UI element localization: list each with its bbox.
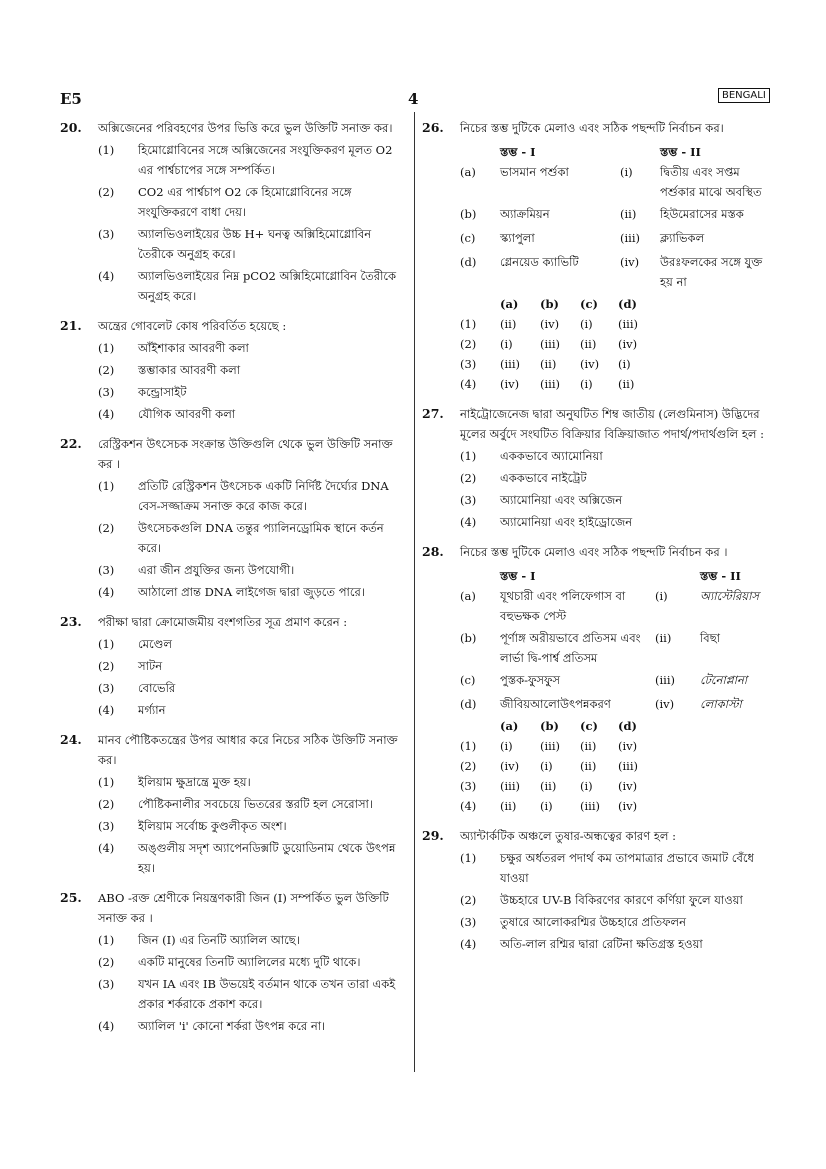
exam-code: E5 — [60, 90, 82, 108]
option: (3) এরা জীন প্রযুক্তির জন্য উপযোগী। — [98, 563, 295, 577]
option: (3) তুষারে আলোকরশ্মির উচ্চহারে প্রতিফলন — [460, 915, 686, 929]
option: (1) আঁইশাকার আবরণী কলা — [98, 341, 249, 355]
question-27: 27. নাইট্রোজেনেজ দ্বারা অনুঘটিত শিম্ব জাতীয় (লেগুমিনাস) উদ্ভিদের মূলের অর্বুদে সংঘটিত বিক্রিয়ার বিক্রিয়াজাত পদার্থ/পদার্থগুলি হল : (1) এককভাবে অ্যামোনিয়া (2) এককভাবে নাইট্রেট (3) অ্যামোনিয়া এবং অক্সিজেন (4) অ্যামোনিয়া এবং হাইড্রোজেন — [422, 404, 772, 532]
option: (3) কন্ড্রোসাইট — [98, 385, 187, 399]
right-column — [422, 118, 772, 954]
option: (2) পৌষ্টিকনালীর সবচেয়ে ভিতরের স্তরটি হল সেরোসা। — [98, 797, 373, 811]
answer-header: (a) (b) (c) (d) — [500, 719, 637, 733]
option: (4) অ্যালভিওলাইয়ের নিম্ন pCO2 অক্সিহিমোগ্লোবিন তৈরীকে অনুগ্রহ করে। — [98, 269, 397, 303]
match-header: স্তম্ভ - I স্তম্ভ - II — [500, 145, 701, 159]
question-text: অক্সিজেনের পরিবহণের উপর ভিত্তি করে ভুল উক্তিটি সনাক্ত কর। — [98, 121, 393, 135]
option: (2) স্তম্ভাকার আবরণী কলা — [98, 363, 241, 377]
page-number: 4 — [408, 90, 419, 108]
question-24: 24. মানব পৌষ্টিকতন্ত্রের উপর আধার করে নিচের সঠিক উক্তিটি সনাক্ত কর। (1) ইলিয়াম ক্ষুদ্রান্ত্রে মুক্ত হয়। (2) পৌষ্টিকনালীর সবচেয়ে ভিতরের স্তরটি হল সেরোসা। (3) ইলিয়াম সর্বোচ্চ কুণ্ডলীকৃত অংশ। (4) অঙ্গুলীয় সদৃশ অ্যাপেনডিক্সটি ডুয়োডিনাম থেকে উৎপন্ন হয়। — [60, 730, 405, 878]
answer-row: (2) (i) (iii) (ii) (iv) — [460, 337, 638, 351]
question-21: 21. অন্ত্রের গোবলেট কোষ পরিবর্তিত হয়েছে : (1) আঁইশাকার আবরণী কলা (2) স্তম্ভাকার আবরণী কলা (3) কন্ড্রোসাইট (4) যৌগিক আবরণী কলা — [60, 316, 405, 424]
question-22: 22. রেস্ট্রিকশন উৎসেচক সংক্রান্ত উক্তিগুলি থেকে ভুল উক্তিটি সনাক্ত কর । (1) প্রতিটি রেস্ট্রিকশন উৎসেচক একটি নির্দিষ্ট দৈর্ঘ্যের DNA বেস-সজ্জাক্রম সনাক্ত করে কাজ করে। (2) উৎসেচকগুলি DNA তন্তুর প্যালিনড্রোমিক স্থানে কর্তন করে। (3) এরা জীন প্রযুক্তির জন্য উপযোগী। (4) আঠালো প্রান্ত DNA লাইগেজ দ্বারা জুড়তে পারে। — [60, 434, 405, 602]
option: (2) এককভাবে নাইট্রেট — [460, 471, 587, 485]
option: (2) একটি মানুষের তিনটি অ্যালিলের মধ্যে দুটি থাকে। — [98, 955, 361, 969]
left-column — [60, 118, 405, 1036]
match-row: (d) জীবিয়আলোউৎপন্নকরণ (iv) লোকাস্টা — [460, 697, 742, 711]
question-26: 26. নিচের স্তম্ভ দুটিকে মেলাও এবং সঠিক পছন্দটি নির্বাচন কর। স্তম্ভ - I স্তম্ভ - II (a) ভাসমান পর্শুকা (i) দ্বিতীয় এবং সপ্তম পর্শুকার মাঝে অবস্থিত (b) অ্যাক্রমিয়ন (ii) হিউমেরাসের মস্তক (c) স্ক্যাপুলা (iii) ক্ল্যাভিকল (d) গ্লেনয়েড ক্যাভিটি (iv) উরঃফলকের সঙ্গে যুক্ত হয় না (a) (b) (c) (d) (1) (ii) (iv) (i) (iii) (2) (i) (iii) (ii) (iv) (3) (iii) (ii) (iv) (i) (4) (iv) (iii) (i) (ii) — [422, 118, 772, 394]
option: (4) যৌগিক আবরণী কলা — [98, 407, 236, 421]
option: (4) অতি-লাল রশ্মির দ্বারা রেটিনা ক্ষতিগ্রস্ত হওয়া — [460, 937, 703, 951]
match-row: (d) গ্লেনয়েড ক্যাভিটি (iv) উরঃফলকের সঙ্গে যুক্ত হয় না — [460, 255, 763, 289]
option: (2) সাটন — [98, 659, 163, 673]
match-row: (b) পূর্ণাঙ্গ অরীয়ভাবে প্রতিসম এবং লার্ভা দ্বি-পার্শ্ব প্রতিসম (ii) বিছা — [460, 631, 720, 665]
answer-row: (4) (ii) (i) (iii) (iv) — [460, 799, 638, 813]
match-row: (c) পুস্তক-ফুসফুস (iii) টেনোপ্লানা — [460, 673, 748, 687]
option: (2) উৎসেচকগুলি DNA তন্তুর প্যালিনড্রোমিক স্থানে কর্তন করে। — [98, 521, 384, 555]
match-header: স্তম্ভ - I স্তম্ভ - II — [500, 569, 741, 583]
answer-row: (2) (iv) (i) (ii) (iii) — [460, 759, 639, 773]
language-badge: BENGALI — [718, 88, 770, 103]
answer-row: (3) (iii) (ii) (iv) (i) — [460, 357, 631, 371]
answer-row: (3) (iii) (ii) (i) (iv) — [460, 779, 638, 793]
option: (3) যখন IA এবং IB উভয়েই বর্তমান থাকে তখন তারা একই প্রকার শর্করাকে প্রকাশ করে। — [98, 977, 396, 1011]
match-row: (a) যূথচারী এবং পলিফেগাস বা বহুভক্ষক পেস্ট (i) অ্যাস্টেরিয়াস — [460, 589, 760, 623]
option: (3) বোভেরি — [98, 681, 176, 695]
question-25: 25. ABO -রক্ত শ্রেণীকে নিয়ন্ত্রণকারী জিন (I) সম্পর্কিত ভুল উক্তিটি সনাক্ত কর । (1) জিন (I) এর তিনটি অ্যালিল আছে। (2) একটি মানুষের তিনটি অ্যালিলের মধ্যে দুটি থাকে। (3) যখন IA এবং IB উভয়েই বর্তমান থাকে তখন তারা একই প্রকার শর্করাকে প্রকাশ করে। (4) অ্যালিল 'i' কোনো শর্করা উৎপন্ন করে না। — [60, 888, 405, 1036]
question-23: 23. পরীক্ষা দ্বারা ক্রোমোজমীয় বংশগতির সূত্র প্রমাণ করেন : (1) মেণ্ডেল (2) সাটন (3) বোভেরি (4) মর্গ্যান — [60, 612, 405, 720]
match-row: (b) অ্যাক্রমিয়ন (ii) হিউমেরাসের মস্তক — [460, 207, 744, 221]
match-row: (a) ভাসমান পর্শুকা (i) দ্বিতীয় এবং সপ্তম পর্শুকার মাঝে অবস্থিত — [460, 165, 762, 199]
answer-row: (1) (i) (iii) (ii) (iv) — [460, 739, 638, 753]
option: (1) জিন (I) এর তিনটি অ্যালিল আছে। — [98, 933, 300, 947]
question-29: 29. অ্যান্টার্কটিক অঞ্চলে তুষার-অন্ধত্বের কারণ হল : (1) চক্ষুর অর্ধতরল পদার্থ কম তাপমাত্রার প্রভাবে জমাট বেঁধে যাওয়া (2) উচ্চহারে UV-B বিকিরণের কারণে কর্ণিয়া ফুলে যাওয়া (3) তুষারে আলোকরশ্মির উচ্চহারে প্রতিফলন (4) অতি-লাল রশ্মির দ্বারা রেটিনা ক্ষতিগ্রস্ত হওয়া — [422, 826, 772, 954]
option: (4) অ্যামোনিয়া এবং হাইড্রোজেন — [460, 515, 633, 529]
question-20 — [60, 118, 405, 306]
column-divider — [414, 112, 415, 1072]
option: (1) চক্ষুর অর্ধতরল পদার্থ কম তাপমাত্রার প্রভাবে জমাট বেঁধে যাওয়া — [460, 851, 754, 885]
answer-row: (4) (iv) (iii) (i) (ii) — [460, 377, 635, 391]
option: (3) অ্যালভিওলাইয়ের উচ্চ H+ ঘনত্ব অক্সিহিমোগ্লোবিন তৈরীকে অনুগ্রহ করে। — [98, 227, 372, 261]
option: (1) এককভাবে অ্যামোনিয়া — [460, 449, 603, 463]
option: (4) অঙ্গুলীয় সদৃশ অ্যাপেনডিক্সটি ডুয়োডিনাম থেকে উৎপন্ন হয়। — [98, 841, 396, 875]
option: (4) মর্গ্যান — [98, 703, 166, 717]
option: (1) মেণ্ডেল — [98, 637, 172, 651]
option: (3) ইলিয়াম সর্বোচ্চ কুণ্ডলীকৃত অংশ। — [98, 819, 287, 833]
option: (1) হিমোগ্লোবিনের সঙ্গে অক্সিজেনের সংযুক্তিকরণ মূলত O2 এর পার্শ্বচাপের সঙ্গে সম্পর্কিত। — [98, 143, 393, 177]
answer-header: (a) (b) (c) (d) — [500, 297, 637, 311]
option: (2) CO2 এর পার্শ্বচাপ O2 কে হিমোগ্লোবিনের সঙ্গে সংযুক্তিকরণে বাধা দেয়। — [98, 185, 352, 219]
option: (1) প্রতিটি রেস্ট্রিকশন উৎসেচক একটি নির্দিষ্ট দৈর্ঘ্যের DNA বেস-সজ্জাক্রম সনাক্ত করে কাজ করে। — [98, 479, 389, 513]
question-28: 28. নিচের স্তম্ভ দুটিকে মেলাও এবং সঠিক পছন্দটি নির্বাচন কর । স্তম্ভ - I স্তম্ভ - II (a) যূথচারী এবং পলিফেগাস বা বহুভক্ষক পেস্ট (i) অ্যাস্টেরিয়াস (b) পূর্ণাঙ্গ অরীয়ভাবে প্রতিসম এবং লার্ভা দ্বি-পার্শ্ব প্রতিসম (ii) বিছা (c) পুস্তক-ফুসফুস (iii) টেনোপ্লানা (d) জীবিয়আলোউৎপন্নকরণ (iv) লোকাস্টা (a) (b) (c) (d) (1) (i) (iii) (ii) (iv) (2) (iv) (i) (ii) (iii) (3) (iii) (ii) (i) (iv) (4) (ii) (i) (iii) (iv) — [422, 542, 772, 816]
answer-row: (1) (ii) (iv) (i) (iii) — [460, 317, 639, 331]
option: (4) আঠালো প্রান্ত DNA লাইগেজ দ্বারা জুড়তে পারে। — [98, 585, 365, 599]
option: (2) উচ্চহারে UV-B বিকিরণের কারণে কর্ণিয়া ফুলে যাওয়া — [460, 893, 743, 907]
question-number: 20. — [60, 120, 82, 135]
match-row: (c) স্ক্যাপুলা (iii) ক্ল্যাভিকল — [460, 231, 705, 245]
option: (1) ইলিয়াম ক্ষুদ্রান্ত্রে মুক্ত হয়। — [98, 775, 251, 789]
option: (3) অ্যামোনিয়া এবং অক্সিজেন — [460, 493, 623, 507]
option: (4) অ্যালিল 'i' কোনো শর্করা উৎপন্ন করে না। — [98, 1019, 326, 1033]
